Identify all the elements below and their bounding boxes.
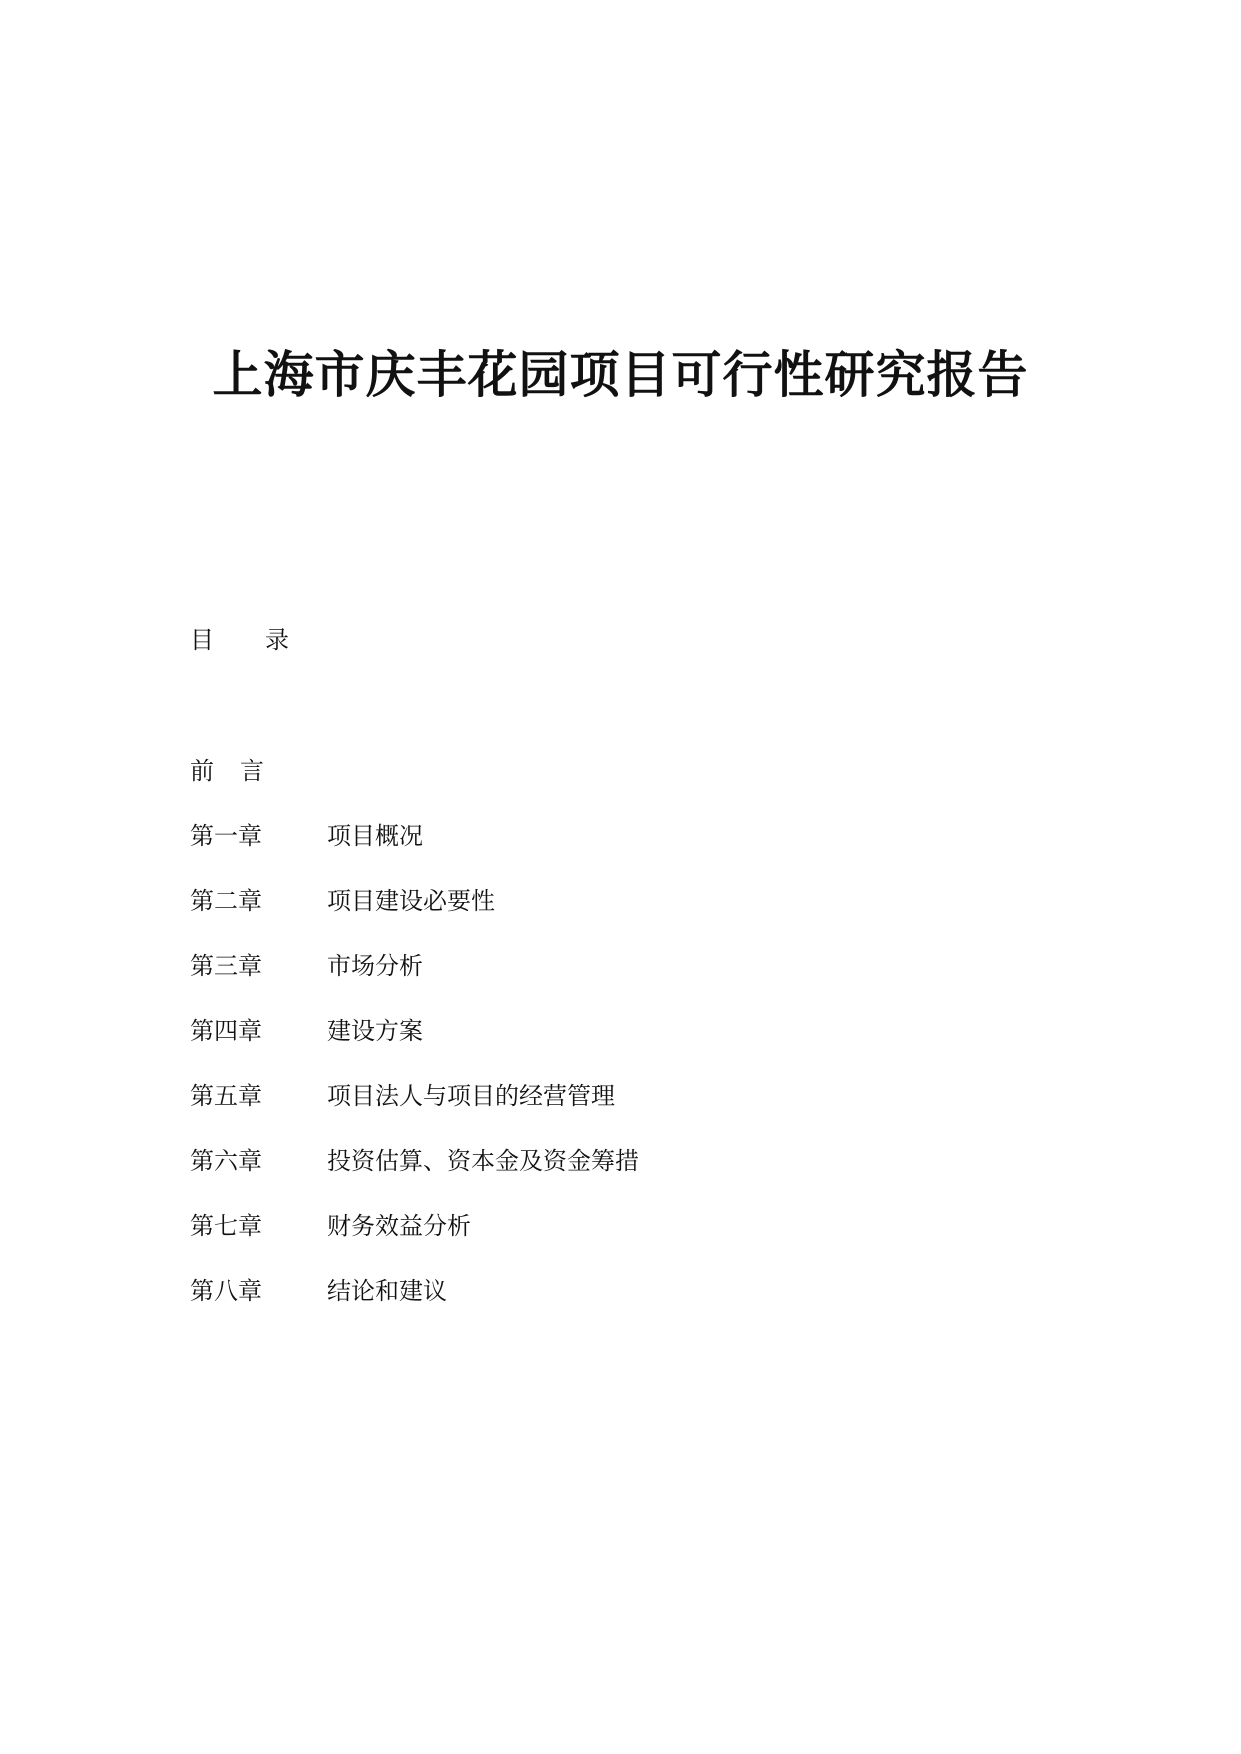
toc-item-chapter-6: [190, 1145, 639, 1210]
toc-chapter-number: 第七章: [190, 1212, 262, 1240]
toc-chapter-number: 第一章: [190, 822, 262, 850]
toc-item-chapter-3: [190, 950, 639, 1015]
toc-chapter-title: 建设方案: [327, 1017, 423, 1045]
toc-chapter-number: 第三章: [190, 952, 262, 980]
toc-item-chapter-8: [190, 1275, 639, 1340]
toc-item-chapter-1: [190, 820, 639, 885]
toc-heading-char: 目: [190, 626, 214, 654]
toc-chapter-title: 投资估算、资本金及资金筹措: [327, 1147, 639, 1175]
toc-preface: [190, 755, 264, 787]
toc-chapter-number: 第五章: [190, 1082, 262, 1110]
toc-preface-char: 言: [240, 757, 264, 785]
toc-list: [190, 820, 639, 1340]
toc-chapter-title: 市场分析: [327, 952, 423, 980]
toc-chapter-title: 财务效益分析: [327, 1212, 471, 1240]
document-title: 上海市庆丰花园项目可行性研究报告: [212, 345, 1029, 404]
toc-preface-char: 前: [190, 757, 214, 785]
toc-chapter-title: 项目建设必要性: [327, 887, 495, 915]
toc-chapter-number: 第八章: [190, 1277, 262, 1305]
toc-chapter-number: 第二章: [190, 887, 262, 915]
toc-item-chapter-5: [190, 1080, 639, 1145]
toc-chapter-title: 项目法人与项目的经营管理: [327, 1082, 615, 1110]
toc-chapter-title: 项目概况: [327, 822, 423, 850]
toc-heading-char: 录: [265, 626, 289, 654]
toc-heading: [190, 624, 289, 656]
toc-item-chapter-2: [190, 885, 639, 950]
toc-chapter-number: 第四章: [190, 1017, 262, 1045]
toc-item-chapter-4: [190, 1015, 639, 1080]
toc-chapter-number: 第六章: [190, 1147, 262, 1175]
toc-item-chapter-7: [190, 1210, 639, 1275]
toc-chapter-title: 结论和建议: [327, 1277, 447, 1305]
